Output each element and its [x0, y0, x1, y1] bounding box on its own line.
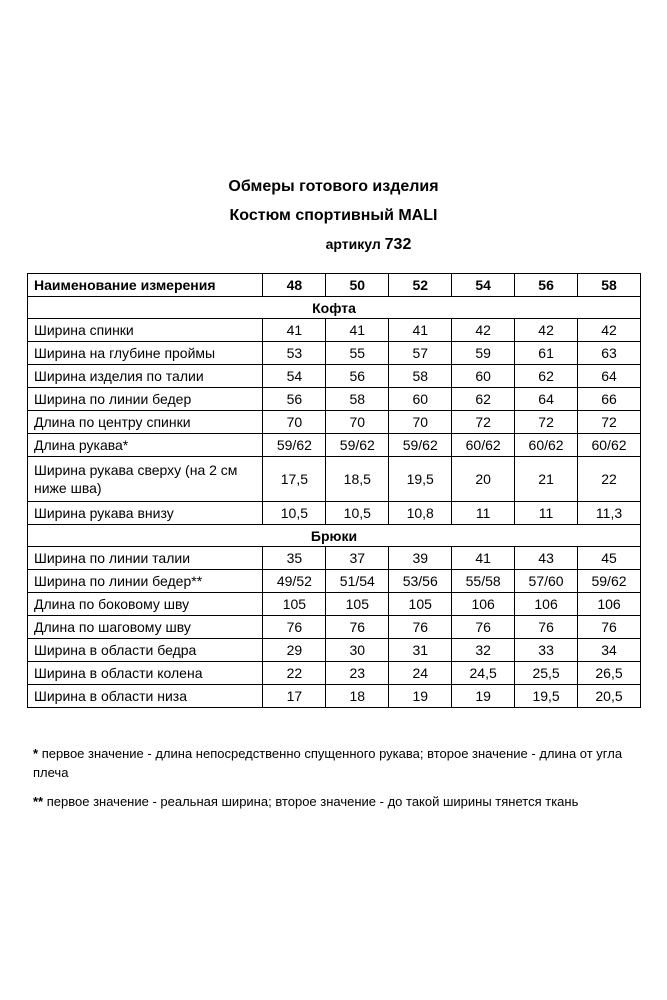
measurement-value: 76 [452, 616, 515, 639]
table-row [28, 662, 641, 685]
column-header-size: 58 [578, 274, 641, 297]
table-row [28, 365, 641, 388]
footnote-marker: * [33, 746, 39, 761]
measurement-value: 49/52 [263, 570, 326, 593]
measurements-table [27, 273, 641, 708]
measurement-value: 24,5 [452, 662, 515, 685]
measurement-value: 42 [515, 319, 578, 342]
measurement-value: 30 [326, 639, 389, 662]
measurement-value: 76 [389, 616, 452, 639]
measurement-value: 60/62 [452, 434, 515, 457]
measurement-value: 105 [326, 593, 389, 616]
measurement-value: 55/58 [452, 570, 515, 593]
footnote-marker: ** [33, 794, 44, 809]
table-row [28, 570, 641, 593]
measurement-name: Ширина в области низа [28, 685, 263, 708]
measurement-value: 41 [326, 319, 389, 342]
table-row [28, 457, 641, 502]
measurement-value: 76 [515, 616, 578, 639]
measurement-value: 72 [515, 411, 578, 434]
measurement-value: 58 [326, 388, 389, 411]
table-header-row [28, 274, 641, 297]
measurement-value: 43 [515, 547, 578, 570]
measurement-name: Ширина рукава сверху (на 2 см ниже шва) [28, 457, 263, 502]
column-header-size: 50 [326, 274, 389, 297]
measurement-value: 10,5 [263, 502, 326, 525]
table-row [28, 639, 641, 662]
measurement-value: 32 [452, 639, 515, 662]
measurement-value: 76 [263, 616, 326, 639]
table-row [28, 593, 641, 616]
measurement-value: 60/62 [515, 434, 578, 457]
measurement-value: 72 [452, 411, 515, 434]
measurement-value: 11 [452, 502, 515, 525]
table-row [28, 411, 641, 434]
measurement-value: 17 [263, 685, 326, 708]
measurement-name: Длина по шаговому шву [28, 616, 263, 639]
measurement-value: 11,3 [578, 502, 641, 525]
measurement-value: 42 [452, 319, 515, 342]
measurement-name: Ширина спинки [28, 319, 263, 342]
measurement-name: Ширина в области бедра [28, 639, 263, 662]
measurement-value: 105 [263, 593, 326, 616]
measurement-value: 72 [578, 411, 641, 434]
measurement-value: 29 [263, 639, 326, 662]
measurement-value: 19,5 [515, 685, 578, 708]
measurement-value: 106 [452, 593, 515, 616]
article-number: 732 [384, 236, 412, 253]
measurement-value: 76 [578, 616, 641, 639]
table-row [28, 434, 641, 457]
section-row [28, 525, 641, 547]
column-header-size: 54 [452, 274, 515, 297]
measurement-value: 59/62 [263, 434, 326, 457]
measurement-value: 22 [578, 457, 641, 502]
measurement-value: 55 [326, 342, 389, 365]
column-header-size: 48 [263, 274, 326, 297]
measurement-value: 57 [389, 342, 452, 365]
measurement-name: Ширина изделия по талии [28, 365, 263, 388]
measurement-value: 64 [578, 365, 641, 388]
measurement-value: 20 [452, 457, 515, 502]
measurement-value: 41 [389, 319, 452, 342]
measurement-name: Ширина по линии талии [28, 547, 263, 570]
measurement-value: 62 [515, 365, 578, 388]
column-header-size: 56 [515, 274, 578, 297]
measurement-value: 45 [578, 547, 641, 570]
measurement-value: 21 [515, 457, 578, 502]
measurement-value: 42 [578, 319, 641, 342]
measurement-value: 18 [326, 685, 389, 708]
column-header-size: 52 [389, 274, 452, 297]
measurement-value: 17,5 [263, 457, 326, 502]
measurement-value: 63 [578, 342, 641, 365]
measurement-value: 62 [452, 388, 515, 411]
measurement-value: 11 [515, 502, 578, 525]
measurement-name: Длина рукава* [28, 434, 263, 457]
measurement-value: 59/62 [389, 434, 452, 457]
measurement-value: 56 [263, 388, 326, 411]
measurement-name: Ширина рукава внизу [28, 502, 263, 525]
measurement-value: 18,5 [326, 457, 389, 502]
measurement-value: 59/62 [326, 434, 389, 457]
measurement-value: 10,5 [326, 502, 389, 525]
article-line [70, 230, 667, 259]
measurement-value: 25,5 [515, 662, 578, 685]
measurement-value: 70 [326, 411, 389, 434]
measurement-value: 23 [326, 662, 389, 685]
footnote-text: первое значение - реальная ширина; второе значение - до такой ширины тянется ткань [46, 794, 579, 809]
measurement-value: 70 [263, 411, 326, 434]
measurement-value: 31 [389, 639, 452, 662]
table-row [28, 685, 641, 708]
measurement-value: 64 [515, 388, 578, 411]
measurement-value: 41 [263, 319, 326, 342]
measurement-value: 60 [452, 365, 515, 388]
measurement-value: 24 [389, 662, 452, 685]
measurement-value: 37 [326, 547, 389, 570]
measurement-value: 39 [389, 547, 452, 570]
product-name: Костюм спортивный MALI [229, 207, 438, 224]
measurement-value: 106 [578, 593, 641, 616]
measurement-value: 59 [452, 342, 515, 365]
document-title-block [0, 172, 667, 259]
measurement-name: Ширина на глубине проймы [28, 342, 263, 365]
measurement-name: Длина по центру спинки [28, 411, 263, 434]
measurement-value: 56 [326, 365, 389, 388]
measurement-value: 53/56 [389, 570, 452, 593]
section-row [28, 297, 641, 319]
measurement-value: 60/62 [578, 434, 641, 457]
measurement-value: 33 [515, 639, 578, 662]
measurement-value: 41 [452, 547, 515, 570]
measurement-value: 51/54 [326, 570, 389, 593]
measurement-value: 66 [578, 388, 641, 411]
measurement-value: 58 [389, 365, 452, 388]
table-row [28, 388, 641, 411]
table-row [28, 502, 641, 525]
measurement-value: 54 [263, 365, 326, 388]
table-row [28, 547, 641, 570]
measurement-value: 34 [578, 639, 641, 662]
section-title: Кофта [28, 297, 641, 319]
measurement-name: Длина по боковому шву [28, 593, 263, 616]
measurement-value: 105 [389, 593, 452, 616]
footnotes [33, 744, 633, 821]
measurement-value: 19 [389, 685, 452, 708]
measurement-value: 76 [326, 616, 389, 639]
measurement-name: Ширина по линии бедер** [28, 570, 263, 593]
measurement-value: 53 [263, 342, 326, 365]
table-row [28, 342, 641, 365]
measurement-name: Ширина в области колена [28, 662, 263, 685]
measurement-value: 60 [389, 388, 452, 411]
article-label: артикул [325, 236, 381, 252]
measurement-value: 57/60 [515, 570, 578, 593]
column-header-name: Наименование измерения [28, 274, 263, 297]
footnote [33, 744, 633, 782]
measurement-value: 19,5 [389, 457, 452, 502]
measurement-value: 59/62 [578, 570, 641, 593]
measurement-value: 22 [263, 662, 326, 685]
measurement-value: 10,8 [389, 502, 452, 525]
table-row [28, 616, 641, 639]
measurement-value: 35 [263, 547, 326, 570]
measurement-value: 61 [515, 342, 578, 365]
footnote-text: первое значение - длина непосредственно спущенного рукава; второе значение - длина от угла плеча [33, 746, 623, 780]
measurement-value: 26,5 [578, 662, 641, 685]
measurement-value: 20,5 [578, 685, 641, 708]
measurement-value: 106 [515, 593, 578, 616]
table-body [28, 297, 641, 708]
section-title: Брюки [28, 525, 641, 547]
measurement-value: 70 [389, 411, 452, 434]
footnote [33, 792, 633, 811]
measurement-value: 19 [452, 685, 515, 708]
table-row [28, 319, 641, 342]
document-title: Обмеры готового изделия [228, 178, 439, 195]
measurement-name: Ширина по линии бедер [28, 388, 263, 411]
